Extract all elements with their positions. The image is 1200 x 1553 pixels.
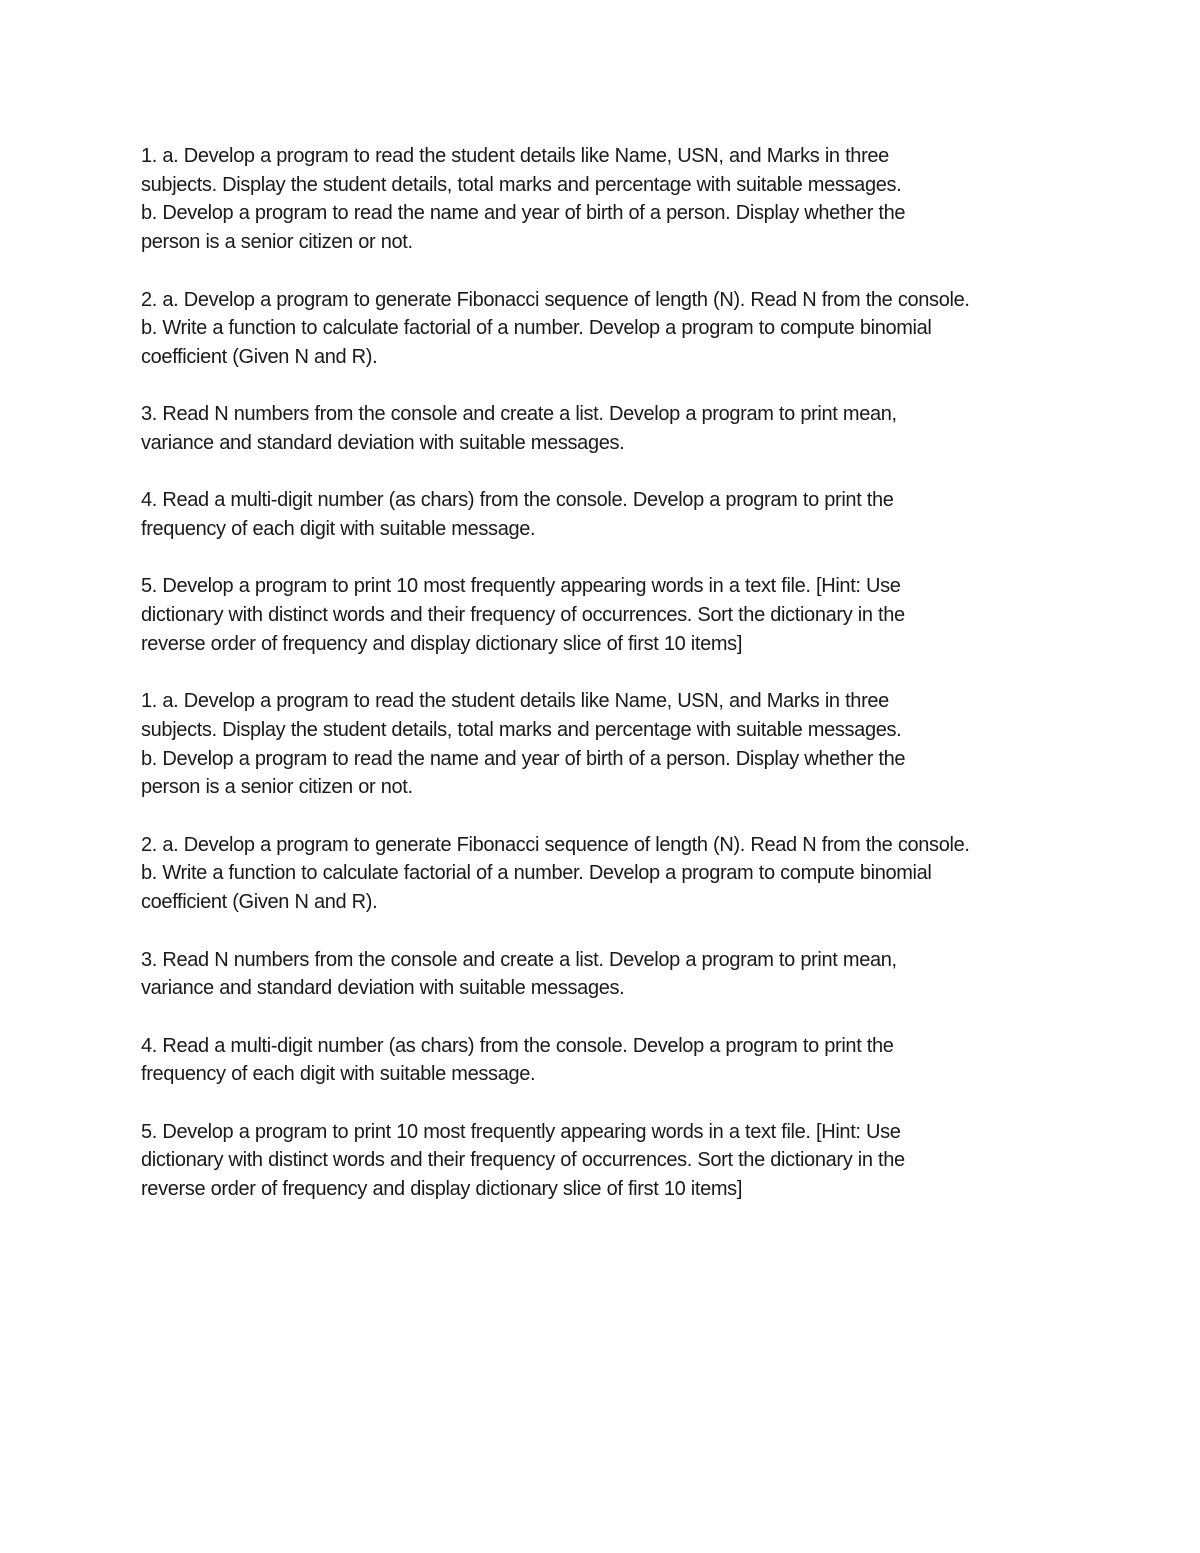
paragraph [141, 946, 1081, 1003]
text-line: 1. a. Develop a program to read the student details like Name, USN, and Marks in three [141, 145, 889, 167]
text-line: variance and standard deviation with suitable messages. [141, 432, 625, 454]
text-line: dictionary with distinct words and their frequency of occurrences. Sort the dictionary in the [141, 1149, 905, 1172]
paragraph [141, 687, 1081, 802]
text-line: 5. Develop a program to print 10 most frequently appearing words in a text file. [Hint: Use [141, 1120, 901, 1143]
text-line: reverse order of frequency and display dictionary slice of first 10 items] [141, 1178, 743, 1201]
text-line: 5. Develop a program to print 10 most frequently appearing words in a text file. [Hint: Use [141, 575, 901, 598]
paragraph [141, 142, 1081, 257]
text-line: 3. Read N numbers from the console and create a list. Develop a program to print mean, [141, 403, 897, 426]
text-line: person is a senior citizen or not. [141, 776, 413, 799]
paragraph [141, 486, 1081, 543]
text-line: frequency of each digit with suitable message. [141, 518, 536, 541]
text-line: b. Write a function to calculate factorial of a number. Develop a program to compute binomial [141, 317, 932, 340]
text-line: b. Develop a program to read the name and year of birth of a person. Display whether the [141, 202, 906, 225]
paragraph [141, 1118, 1081, 1204]
document-body [141, 142, 1081, 1233]
text-line: frequency of each digit with suitable message. [141, 1063, 536, 1086]
text-line: b. Write a function to calculate factorial of a number. Develop a program to compute binomial [141, 862, 932, 885]
text-line: coefficient (Given N and R). [141, 891, 378, 914]
text-line: 3. Read N numbers from the console and create a list. Develop a program to print mean, [141, 948, 897, 971]
paragraph [141, 831, 1081, 917]
text-line: variance and standard deviation with suitable messages. [141, 977, 625, 1000]
text-line: dictionary with distinct words and their frequency of occurrences. Sort the dictionary in the [141, 604, 905, 627]
text-line: person is a senior citizen or not. [141, 231, 413, 254]
text-line: subjects. Display the student details, total marks and percentage with suitable messages. [141, 173, 902, 196]
text-line: 2. a. Develop a program to generate Fibonacci sequence of length (N). Read N from the console. [141, 833, 970, 856]
text-line: reverse order of frequency and display dictionary slice of first 10 items] [141, 632, 743, 655]
text-line: 4. Read a multi-digit number (as chars) from the console. Develop a program to print the [141, 489, 894, 512]
text-line: coefficient (Given N and R). [141, 345, 378, 368]
text-line: 1. a. Develop a program to read the student details like Name, USN, and Marks in three [141, 690, 889, 713]
paragraph [141, 1032, 1081, 1089]
text-line: 2. a. Develop a program to generate Fibonacci sequence of length (N). Read N from the console. [141, 288, 970, 311]
paragraph [141, 286, 1081, 372]
text-line: 4. Read a multi-digit number (as chars) from the console. Develop a program to print the [141, 1034, 894, 1057]
text-line: subjects. Display the student details, total marks and percentage with suitable messages. [141, 718, 902, 741]
paragraph [141, 400, 1081, 457]
text-line: b. Develop a program to read the name and year of birth of a person. Display whether the [141, 747, 906, 770]
paragraph [141, 572, 1081, 658]
